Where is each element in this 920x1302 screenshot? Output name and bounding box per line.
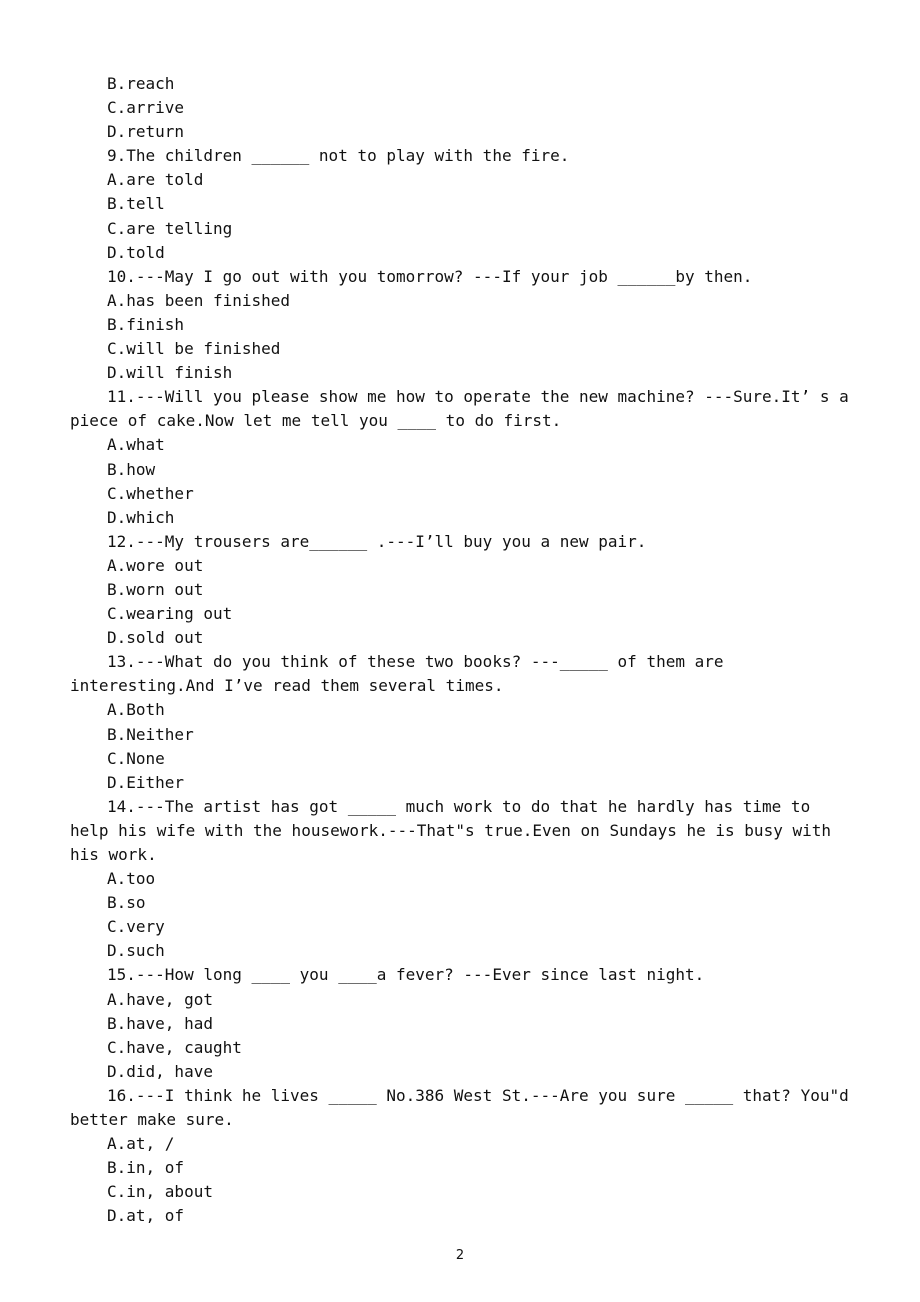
option-b: B.Neither [107, 724, 194, 744]
page-number: 2 [455, 1248, 465, 1263]
option-b: B.in, of [107, 1158, 185, 1178]
option-a: A.wore out [107, 555, 204, 575]
option-c: C.have, caught [107, 1037, 242, 1057]
option-c: C.in, about [107, 1182, 213, 1202]
option-d: D.will finish [107, 363, 233, 383]
question-13 [70, 650, 852, 795]
option-prev-d: D.return [107, 122, 185, 142]
option-d: D.which [107, 507, 175, 527]
option-d: D.such [107, 941, 165, 961]
option-d: D.did, have [107, 1061, 213, 1081]
option-c: C.wearing out [107, 604, 233, 624]
option-prev-b: B.reach [107, 74, 175, 93]
option-c: C.will be finished [107, 339, 281, 359]
question-12 [70, 530, 852, 650]
option-a: A.too [107, 869, 156, 889]
option-d: D.sold out [107, 628, 204, 648]
option-d: D.told [107, 242, 165, 262]
option-d: D.Either [107, 772, 185, 792]
question-stem: 12.---My trousers are______ .---I’ll buy you a new pair. [107, 531, 647, 551]
question-stem: 15.---How long ____ you ____a fever? ---Ever since last night. [107, 965, 705, 985]
option-a: A.at, / [107, 1134, 175, 1154]
option-a: A.has been finished [107, 290, 291, 310]
question-stem: 10.---May I go out with you tomorrow? ---If your job ______by then. [107, 266, 753, 286]
question-16 [70, 1084, 859, 1229]
option-c: C.whether [107, 483, 194, 503]
question-stem: 16.---I think he lives _____ No.386 West St.---Are you sure _____ that? You"d better make sure. [70, 1085, 859, 1130]
option-prev-c: C.arrive [107, 98, 185, 118]
option-a: A.what [107, 435, 165, 455]
option-b: B.how [107, 459, 156, 479]
question-15 [70, 963, 852, 1083]
question-11 [70, 385, 859, 530]
question-stem: 9.The children ______ not to play with the fire. [107, 146, 570, 166]
option-b: B.tell [107, 194, 165, 214]
option-b: B.finish [107, 314, 185, 334]
option-b: B.worn out [107, 579, 204, 599]
option-a: A.are told [107, 170, 204, 190]
question-list [70, 72, 859, 1229]
question-14 [70, 795, 852, 964]
question-9 [70, 144, 852, 264]
option-d: D.at, of [107, 1206, 185, 1226]
option-b: B.have, had [107, 1013, 213, 1033]
question-stem: 13.---What do you think of these two books? ---_____ of them are interesting.And I’ve read them several times. [70, 652, 734, 696]
option-a: A.Both [107, 700, 165, 720]
question-stem: 11.---Will you please show me how to operate the new machine? ---Sure.It’ s a piece of cake.Now let me tell you ____ to do first. [70, 387, 859, 431]
option-b: B.so [107, 893, 146, 913]
option-c: C.are telling [107, 218, 233, 238]
question-stem: 14.---The artist has got _____ much work to do that he hardly has time to help his wife with the housework.---That"s true.Even on Sundays he is busy with his work. [70, 796, 841, 864]
option-c: C.very [107, 917, 165, 937]
option-a: A.have, got [107, 989, 213, 1009]
option-c: C.None [107, 748, 165, 768]
question-10 [70, 265, 852, 385]
